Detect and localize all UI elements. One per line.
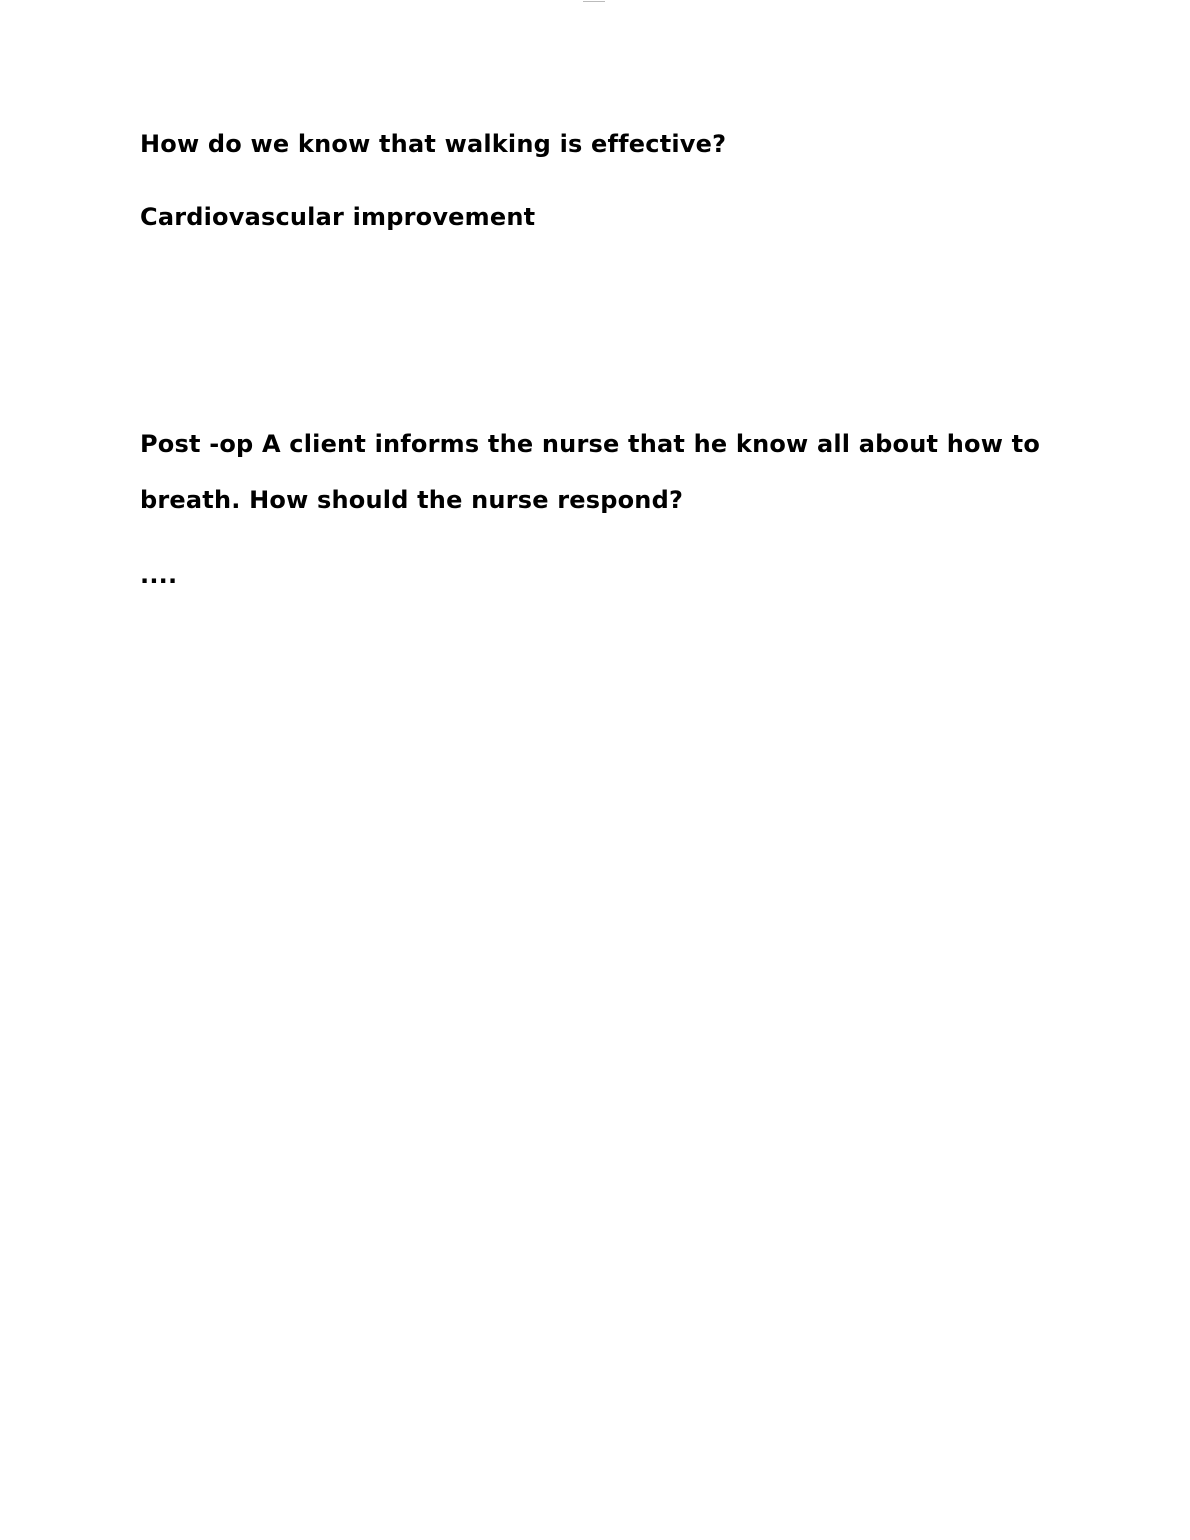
header-mark bbox=[583, 0, 605, 3]
question-walking: How do we know that walking is effective? bbox=[140, 130, 727, 158]
question-breathing-line-2: breath. How should the nurse respond? bbox=[140, 486, 684, 514]
question-breathing-line-1: Post -op A client informs the nurse that he know all about how to bbox=[140, 430, 1041, 458]
answer-ellipsis: .... bbox=[140, 561, 178, 589]
header-rule-icon bbox=[583, 0, 605, 3]
answer-cardiovascular: Cardiovascular improvement bbox=[140, 203, 536, 231]
